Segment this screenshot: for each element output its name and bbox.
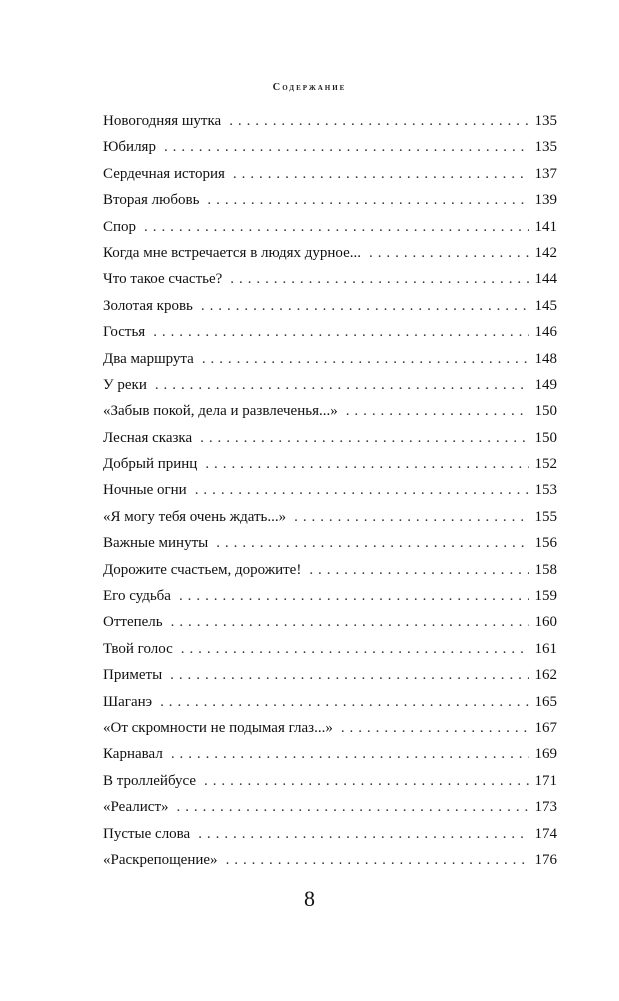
toc-entry-title: Что такое счастье? (103, 271, 223, 288)
toc-entry-title: Его судьба (103, 588, 171, 605)
toc-entry-page: 137 (534, 165, 557, 182)
toc-entry[interactable] (103, 161, 557, 187)
toc-entry[interactable] (103, 398, 557, 424)
toc-entry-page: 162 (534, 667, 557, 684)
dot-leader (204, 768, 528, 794)
dot-leader (155, 372, 529, 398)
toc-entry-title: Ночные огни (103, 482, 187, 499)
toc-entry-page: 176 (534, 851, 557, 868)
toc-entry-title: В троллейбусе (103, 772, 197, 789)
toc-entry-page: 171 (534, 772, 557, 789)
toc-entry-page: 167 (534, 719, 557, 736)
toc-entry-title: Шаганэ (103, 693, 153, 710)
dot-leader (226, 847, 529, 873)
page-heading: Содержание (272, 82, 347, 93)
toc-entry[interactable] (103, 636, 557, 662)
toc-entry[interactable] (103, 557, 557, 583)
toc-entry-page: 139 (534, 192, 557, 209)
toc-entry[interactable] (103, 293, 557, 319)
toc-entry-page: 145 (534, 297, 557, 314)
dot-leader (164, 134, 529, 160)
dot-leader (294, 504, 528, 530)
toc-entry[interactable] (103, 583, 557, 609)
toc-entry[interactable] (103, 451, 557, 477)
toc-entry[interactable] (103, 689, 557, 715)
dot-leader (195, 477, 529, 503)
toc-entry-page: 159 (534, 588, 557, 605)
toc-entry[interactable] (103, 372, 557, 398)
toc-entry-page: 144 (534, 271, 557, 288)
toc-entry-title: Сердечная история (103, 165, 225, 182)
toc-entry-title: У реки (103, 376, 147, 393)
dot-leader (200, 425, 528, 451)
dot-leader (207, 187, 528, 213)
toc-entry-title: «Реалист» (103, 799, 169, 816)
toc-entry-title: Оттепель (103, 614, 163, 631)
dot-leader (198, 821, 528, 847)
dot-leader (179, 583, 529, 609)
toc-entry-title: Юбиляр (103, 139, 156, 156)
toc-entry-page: 153 (534, 482, 557, 499)
toc-entry-page: 142 (534, 244, 557, 261)
dot-leader (181, 636, 529, 662)
toc-entry[interactable] (103, 477, 557, 503)
toc-entry-title: Важные минуты (103, 535, 209, 552)
toc-entry-title: Лесная сказка (103, 429, 193, 446)
toc-entry-page: 152 (534, 456, 557, 473)
dot-leader (369, 240, 528, 266)
toc-entry-title: Приметы (103, 667, 163, 684)
toc-entry[interactable] (103, 847, 557, 873)
dot-leader (341, 715, 529, 741)
toc-entry[interactable] (103, 530, 557, 556)
toc-entry-title: «Я могу тебя очень ждать...» (103, 508, 287, 525)
toc-entry[interactable] (103, 240, 557, 266)
toc-entry-page: 155 (534, 508, 557, 525)
dot-leader (216, 530, 528, 556)
toc-entry[interactable] (103, 794, 557, 820)
toc-entry-title: Спор (103, 218, 137, 235)
dot-leader (201, 293, 529, 319)
toc-entry[interactable] (103, 768, 557, 794)
dot-leader (170, 662, 528, 688)
toc-entry[interactable] (103, 715, 557, 741)
toc-entry-page: 135 (534, 113, 557, 129)
dot-leader (153, 319, 528, 345)
dot-leader (202, 346, 529, 372)
toc-entry-title: Гостья (103, 324, 146, 341)
toc-entry-page: 148 (534, 350, 557, 367)
toc-entry[interactable] (103, 187, 557, 213)
toc-entry-title: Новогодняя шутка (103, 113, 222, 129)
toc-entry-page: 165 (534, 693, 557, 710)
dot-leader (346, 398, 529, 424)
toc-entry-page: 173 (534, 799, 557, 816)
toc-entry-page: 146 (534, 324, 557, 341)
toc-entry[interactable] (103, 134, 557, 160)
toc-entry-title: Когда мне встречается в людях дурное... (103, 244, 362, 261)
toc-entry[interactable] (103, 346, 557, 372)
toc-entry-page: 150 (534, 429, 557, 446)
toc-entry[interactable] (103, 108, 557, 134)
dot-leader (309, 557, 528, 583)
toc-entry[interactable] (103, 609, 557, 635)
page-number: 8 (304, 886, 315, 911)
dot-leader (171, 741, 529, 767)
dot-leader (177, 794, 529, 820)
toc-entry-page: 174 (534, 825, 557, 842)
dot-leader (229, 108, 528, 134)
toc-entry-title: Добрый принц (103, 456, 198, 473)
toc-entry[interactable] (103, 319, 557, 345)
dot-leader (233, 161, 529, 187)
toc-entry-page: 135 (534, 139, 557, 156)
toc-entry-page: 160 (534, 614, 557, 631)
toc-entry-title: Вторая любовь (103, 192, 200, 209)
toc-entry-page: 141 (534, 218, 557, 235)
toc-entry-title: «От скромности не подымая глаз...» (103, 719, 333, 736)
toc-entry[interactable] (103, 504, 557, 530)
toc-entry-page: 150 (534, 403, 557, 420)
table-of-contents (103, 108, 557, 873)
toc-entry-page: 169 (534, 746, 557, 763)
toc-entry[interactable] (103, 425, 557, 451)
toc-entry[interactable] (103, 821, 557, 847)
toc-entry-page: 161 (534, 640, 557, 657)
toc-entry[interactable] (103, 266, 557, 292)
toc-entry[interactable] (103, 214, 557, 240)
dot-leader (230, 266, 528, 292)
toc-entry-title: Два маршрута (103, 350, 194, 367)
toc-entry-title: Дорожите счастьем, дорожите! (103, 561, 302, 578)
toc-entry-page: 158 (534, 561, 557, 578)
dot-leader (144, 214, 528, 240)
toc-entry-title: Карнавал (103, 746, 163, 763)
toc-entry[interactable] (103, 662, 557, 688)
toc-entry-title: Пустые слова (103, 825, 191, 842)
dot-leader (171, 609, 529, 635)
toc-entry-title: Твой голос (103, 640, 173, 657)
dot-leader (160, 689, 528, 715)
toc-entry-title: «Забыв покой, дела и развлеченья...» (103, 403, 338, 420)
toc-entry-page: 156 (534, 535, 557, 552)
dot-leader (205, 451, 528, 477)
toc-entry-page: 149 (534, 376, 557, 393)
toc-entry-title: Золотая кровь (103, 297, 193, 314)
toc-entry[interactable] (103, 741, 557, 767)
toc-entry-title: «Раскрепощение» (103, 851, 218, 868)
